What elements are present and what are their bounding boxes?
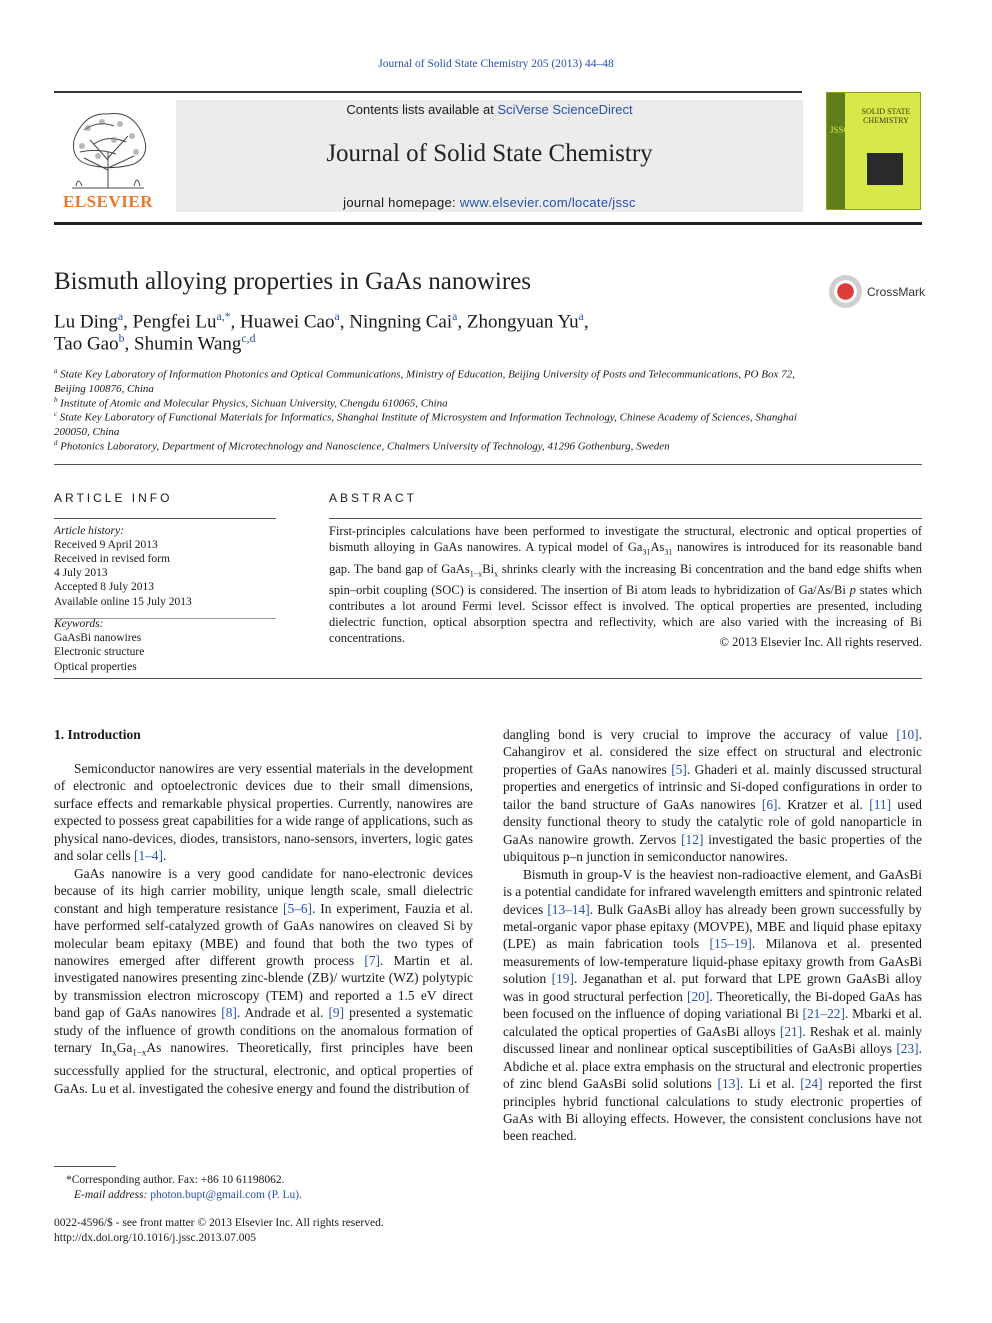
header-rule (54, 91, 802, 93)
affiliation-text: State Key Laboratory of Functional Materials for Informatics, Shanghai Institute of Microsystem and Information Technology, Chinese Academy of Sciences, Shanghai 200050, China (54, 411, 797, 438)
journal-cover-image[interactable] (826, 92, 921, 210)
email-link[interactable]: photon.bupt@gmail.com (P. Lu). (150, 1189, 303, 1201)
journal-name: Journal of Solid State Chemistry (326, 140, 653, 167)
affiliation-mark: b (54, 397, 58, 404)
sciencedirect-link[interactable]: SciVerse ScienceDirect (497, 102, 633, 117)
author-name[interactable]: Huawei Cao (240, 311, 335, 333)
citation-link[interactable]: [12] (681, 831, 704, 847)
history-item: 4 July 2013 (54, 567, 108, 579)
cover-illustration (867, 153, 903, 185)
author-affiliation-mark[interactable]: a (578, 310, 584, 323)
citation-link[interactable]: [21] (779, 1023, 803, 1039)
paragraph: Bismuth in group-V is the heaviest non-radioactive element, and GaAsBi is a potential candidate for infrared wavelength emitters and spintronic related devices [13–14]. Bulk GaAsBi alloy has already been grown successfully by metal-organic vapor phase epitaxy (MOVPE), MBE and liquid phase epitaxy (LPE) as main fabrication tools [15–19]. Milanova et al. presented measurements of low-temperature liquid-phase epitaxy growth from GaAsBi solution [19]. Jeganathan et al. put forward that LPE grown GaAsBi alloy was in good structural perfection [20]. Theoretically, the Bi-doped GaAs has been focused on the influence of doping variational Bi [21–22]. Mbarki et al. calculated the optical properties of GaAsBi alloys [21]. Reshak et al. mainly discussed linear and nonlinear optical susceptibilities of GaAsBi alloys [23]. Abdiche et al. place extra emphasis on the structural and electronic properties of zinc blend GaAsBi solid solutions [13]. Li et al. [24] reported the first principles hybrid functional calculations to study electronic properties of GaAs with Bi alloying effects. However, the consistent conclusions have not been reached. (503, 866, 922, 1144)
author-name[interactable]: Tao Gao (54, 333, 119, 355)
issn-line: 0022-4596/$ - see front matter © 2013 Elsevier Inc. All rights reserved. (54, 1217, 384, 1229)
homepage-line (176, 195, 803, 210)
abstract-copyright: © 2013 Elsevier Inc. All rights reserved. (719, 635, 922, 649)
contents-line (176, 102, 803, 117)
keyword: Electronic structure (54, 646, 145, 658)
citation-link[interactable]: [7] (364, 952, 381, 968)
author-name[interactable]: Lu Ding (54, 311, 118, 333)
citation-link[interactable]: [9] (328, 1005, 345, 1021)
footnote-text: Corresponding author. Fax: +86 10 61198062. (71, 1174, 285, 1186)
paragraph: dangling bond is very crucial to improve the accuracy of value [10]. Cahangirov et al. considered the size effect on structural and electronic properties of GaAs nanowires [5]. Ghaderi et al. mainly discussed structural properties and energetics of intrinsic and Si-doped configurations in order to tailor the band structure of GaAs nanowires [6]. Kratzer et al. [11] used density functional theory to study the catalytic role of gold nanoparticle in GaAs nanowire growth. Zervos [12] investigated the basic properties of the ubiquitous p–n junction in semiconductor nanowires. (503, 727, 922, 865)
affiliation-d (54, 437, 814, 454)
cover-title: SOLID STATE CHEMISTRY (861, 107, 911, 125)
email-note (74, 1188, 302, 1203)
cover-strip (827, 93, 850, 209)
author-affiliation-mark[interactable]: a (334, 310, 340, 323)
footnote-rule (54, 1166, 116, 1167)
contents-prefix: Contents lists available at (346, 102, 498, 117)
homepage-link[interactable]: www.elsevier.com/locate/jssc (459, 195, 636, 210)
body-column-left (54, 760, 473, 1097)
citation-link[interactable]: [1–4] (133, 848, 163, 864)
email-label: E-mail address: (74, 1189, 151, 1201)
asterisk-mark: * (66, 1174, 72, 1186)
author-affiliation-mark[interactable]: a,* (216, 310, 231, 323)
citation-link[interactable]: [11] (869, 796, 892, 812)
divider (54, 678, 922, 679)
crossmark-label: CrossMark (867, 285, 926, 299)
abstract-heading: ABSTRACT (329, 491, 418, 505)
citation-link[interactable]: [13] (717, 1076, 740, 1092)
header-bottom-rule (54, 222, 922, 225)
affiliation-mark: a (54, 368, 58, 375)
author-list-line-2: Tao Gao$^b$, Shumin Wang$^{c,d}$ (54, 332, 256, 355)
citation-link[interactable]: [8] (221, 1005, 237, 1021)
section-heading: 1. Introduction (54, 727, 141, 742)
affiliation-a (54, 365, 814, 396)
keywords-label: Keywords: (54, 618, 104, 630)
divider (54, 464, 922, 465)
citation-link[interactable]: [24] (800, 1076, 823, 1092)
homepage-prefix: journal homepage: (343, 195, 460, 210)
paragraph: Semiconductor nanowires are very essential materials in the development of electronic and optoelectronic devices due to their small dimensions, surface effects and remarkable physical properties. Currently, nanowires are expected to possess great capabilities for a wide range of applications, such as physical nano-devices, diodes, transistors, nano-sensors, inverters, logic gates and solar cells [1–4]. (54, 761, 473, 864)
author-affiliation-mark[interactable]: a (452, 310, 458, 323)
citation-link[interactable]: [10] (896, 727, 919, 742)
abstract-body: First-principles calculations have been performed to investigate the structural, electronic and optical properties of bismuth alloying in GaAs nanowires. A typical model of $Ga_{31}As_{31}$ nanowires is introduced for its reasonable band gap. The band gap of $GaAs_{1-x}Bi_x$ shrinks clearly with the increasing Bi concentration and the band edge shifts when spin–orbit coupling (SOC) is considered. The insertion of Bi atom leads to hybridization of Ga/As/Bi p states which contributes a lot around Fermi level. Scissor effect is involved. The optical properties are presented, including dielectric function, optical absorption spectra and reflectivity, which are also varied with the increasing of Bi concentrations. (329, 524, 922, 645)
affiliation-mark: d (54, 440, 58, 447)
keyword: Optical properties (54, 661, 137, 673)
author-affiliation-mark[interactable]: b (118, 332, 125, 345)
citation-link[interactable]: [21–22] (802, 1006, 845, 1022)
paragraph: GaAs nanowire is a very good candidate for nano-electronic devices because of its high carrier mobility, unique length scale, small dielectric constant and high temperature resistance [5–6]. In experiment, Fauzia et al. have performed self-catalyzed growth of GaAs nanowires on cleaved Si by molecular beam epitaxy (MBE) and found that both the two types of nanowires emerged after different growth process [7]. Martin et al. investigated nanowires presenting zinc-blende (ZB)/ wurtzite (WZ) polytypic by transmission electron microscopy (TEM) and reported a 1.5 eV direct band gap of GaAs nanowires [8]. Andrade et al. [9] presented a systematic study of the influence of growth conditions on the anomalous formation of ternary $In_xGa_{1-x}As$ nanowires. Theoretically, first principles have been successfully applied for the structural, electronic, and optical properties of GaAs. Lu et al. investigated the cohesive energy and found the distribution of (54, 865, 473, 1096)
history-item: Available online 15 July 2013 (54, 596, 192, 608)
crossmark-button[interactable] (829, 275, 925, 311)
elsevier-wordmark: ELSEVIER (63, 192, 153, 211)
author-affiliation-mark[interactable]: c,d (241, 332, 256, 345)
citation-link[interactable]: [19] (551, 971, 574, 987)
divider (54, 518, 276, 519)
affiliation-mark: c (54, 411, 58, 418)
doi-link[interactable]: http://dx.doi.org/10.1016/j.jssc.2013.07.005 (54, 1232, 257, 1244)
keyword: GaAsBi nanowires (54, 632, 142, 644)
journal-citation[interactable]: Journal of Solid State Chemistry 205 (2013) 44–48 (378, 58, 614, 70)
citation-link[interactable]: [13–14] (547, 901, 590, 917)
affiliation-c (54, 408, 814, 439)
history-item: Received 9 April 2013 (54, 539, 158, 551)
body-column-right (503, 726, 922, 1145)
corresponding-author-note (66, 1173, 284, 1188)
author-list-line-1: Lu Ding$^a$, Pengfei $Lu^{a,*}$, Huawei Cao$^a$, Ningning Cai$^a$, Zhongyuan Yu$^a$, (54, 310, 589, 333)
crossmark-icon (829, 275, 862, 308)
citation-link[interactable]: [5] (671, 761, 687, 777)
citation-link[interactable]: [23] (896, 1041, 919, 1057)
article-title: Bismuth alloying properties in GaAs nanowires (54, 268, 532, 295)
author-affiliation-mark[interactable]: a (117, 310, 124, 323)
article-info-heading: ARTICLE INFO (54, 491, 173, 505)
affiliation-text: Institute of Atomic and Molecular Physics, Sichuan University, Chengdu 610065, China (60, 397, 448, 410)
citation-link[interactable]: [20] (687, 988, 710, 1004)
citation-link[interactable]: [5–6] (283, 900, 313, 916)
citation-link[interactable]: [15–19] (709, 936, 752, 952)
author-name[interactable]: Shumin Wang (134, 333, 242, 355)
cover-strip-text: JSSC (830, 125, 850, 135)
citation-link[interactable]: [6] (761, 796, 778, 812)
history-label: Article history: (54, 525, 124, 537)
affiliation-text: State Key Laboratory of Information Photonics and Optical Communications, Ministry of Education, Beijing University of Posts and Telecommunications, PO Box 72, Beijing 100876, China (54, 368, 795, 395)
history-item: Received in revised form (54, 553, 170, 565)
author-name[interactable]: Pengfei Lu (132, 311, 217, 333)
history-item: Accepted 8 July 2013 (54, 581, 154, 593)
author-name[interactable]: Ningning Cai (349, 311, 453, 333)
affiliation-text: Photonics Laboratory, Department of Microtechnology and Nanoscience, Chalmers University of Technology, 41296 Gothenburg, Sweden (60, 440, 670, 453)
divider (329, 518, 922, 519)
author-name[interactable]: Zhongyuan Yu (466, 311, 579, 333)
